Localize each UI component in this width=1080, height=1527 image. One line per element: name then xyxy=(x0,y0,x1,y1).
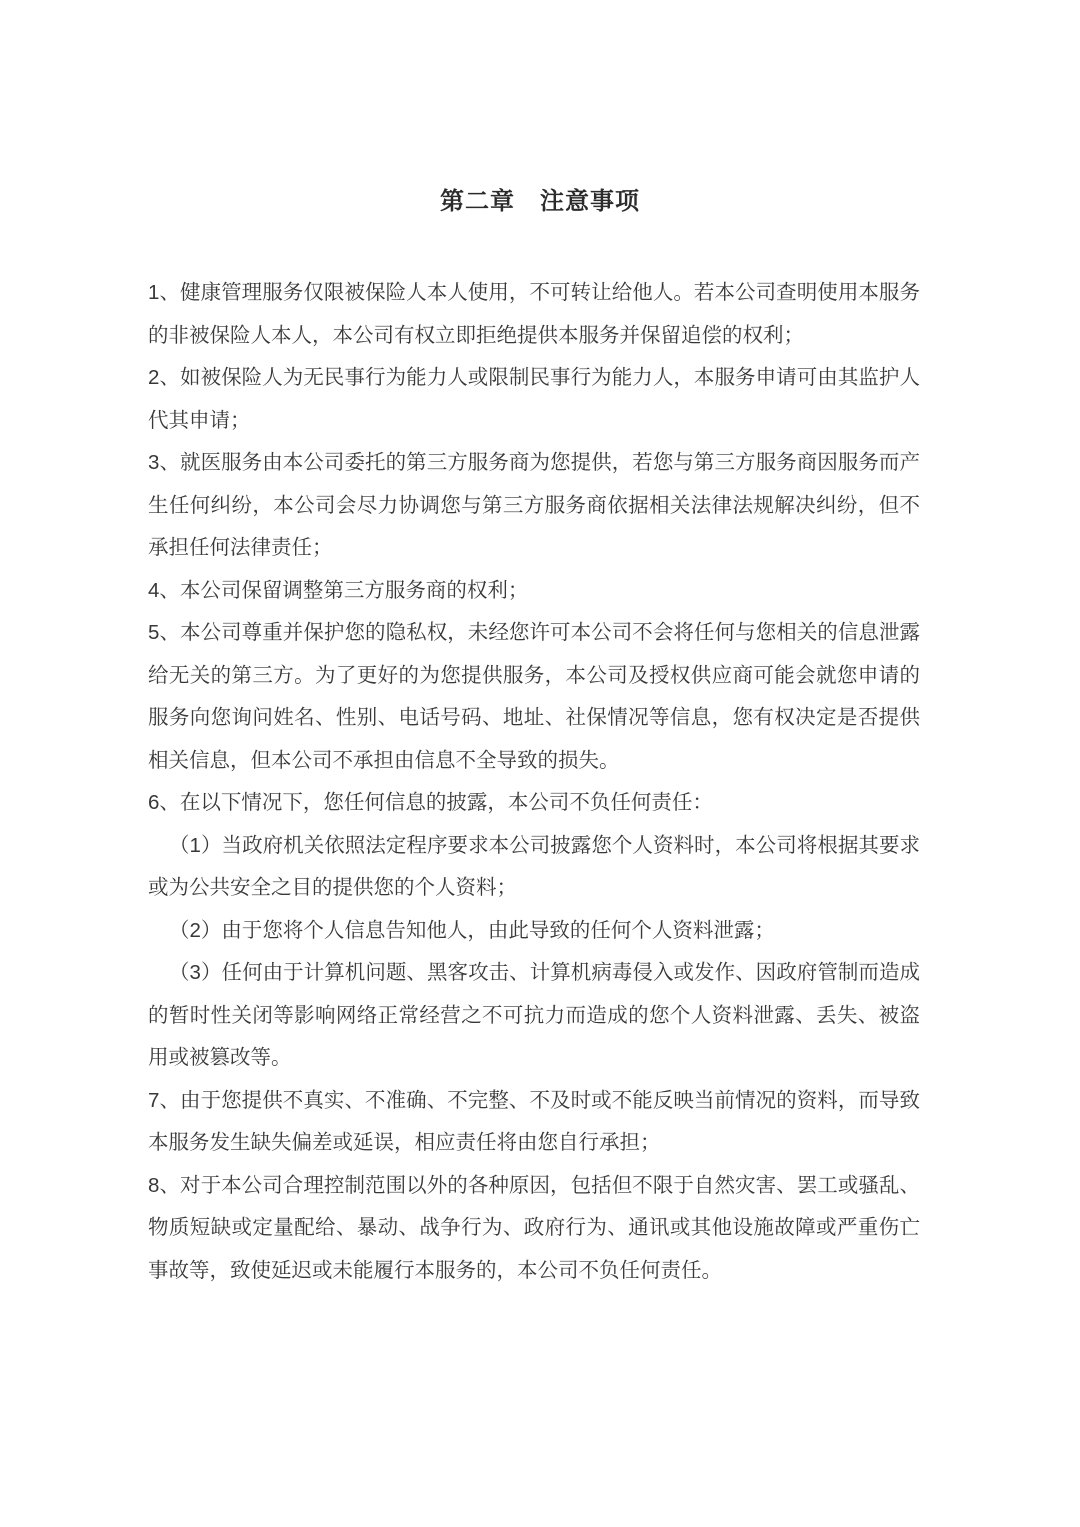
paragraph-item-6-sub-3: （3）任何由于计算机问题、黑客攻击、计算机病毒侵入或发作、因政府管制而造成的暂时性关闭等影响网络正常经营之不可抗力而造成的您个人资料泄露、丢失、被盗用或被篡改等。 xyxy=(148,961,920,1069)
paragraph-item-3: 3、就医服务由本公司委托的第三方服务商为您提供，若您与第三方服务商因服务而产生任何纠纷，本公司会尽力协调您与第三方服务商依据相关法律法规解决纠纷，但不承担任何法律责任； xyxy=(148,451,920,559)
paragraph-item-7: 7、由于您提供不真实、不准确、不完整、不及时或不能反映当前情况的资料，而导致本服务发生缺失偏差或延误，相应责任将由您自行承担； xyxy=(148,1088,920,1154)
chapter-title: 第二章 注意事项 xyxy=(440,188,640,215)
paragraph-item-5: 5、本公司尊重并保护您的隐私权，未经您许可本公司不会将任何与您相关的信息泄露给无关的第三方。为了更好的为您提供服务，本公司及授权供应商可能会就您申请的服务向您询问姓名、性别、电话号码、地址、社保情况等信息，您有权决定是否提供相关信息，但本公司不承担由信息不全导致的损失。 xyxy=(148,621,920,772)
paragraph-item-6-sub-1: （1）当政府机关依照法定程序要求本公司披露您个人资料时，本公司将根据其要求或为公共安全之目的提供您的个人资料； xyxy=(148,833,920,899)
paragraph-item-8: 8、对于本公司合理控制范围以外的各种原因，包括但不限于自然灾害、罢工或骚乱、物质短缺或定量配给、暴动、战争行为、政府行为、通讯或其他设施故障或严重伤亡事故等，致使延迟或未能履行本服务的，本公司不负任何责任。 xyxy=(148,1173,920,1282)
paragraph-item-6: 6、在以下情况下，您任何信息的披露，本公司不负任何责任： xyxy=(148,791,713,814)
paragraph-item-2: 2、如被保险人为无民事行为能力人或限制民事行为能力人，本服务申请可由其监护人代其申请； xyxy=(148,366,920,432)
paragraph-item-6-sub-2: （2）由于您将个人信息告知他人，由此导致的任何个人资料泄露； xyxy=(169,918,775,942)
paragraph-item-1: 1、健康管理服务仅限被保险人本人使用，不可转让给他人。若本公司查明使用本服务的非被保险人本人，本公司有权立即拒绝提供本服务并保留追偿的权利； xyxy=(148,281,920,347)
paragraph-item-4: 4、本公司保留调整第三方服务商的权利； xyxy=(148,578,529,602)
paragraph-list xyxy=(148,272,920,1292)
